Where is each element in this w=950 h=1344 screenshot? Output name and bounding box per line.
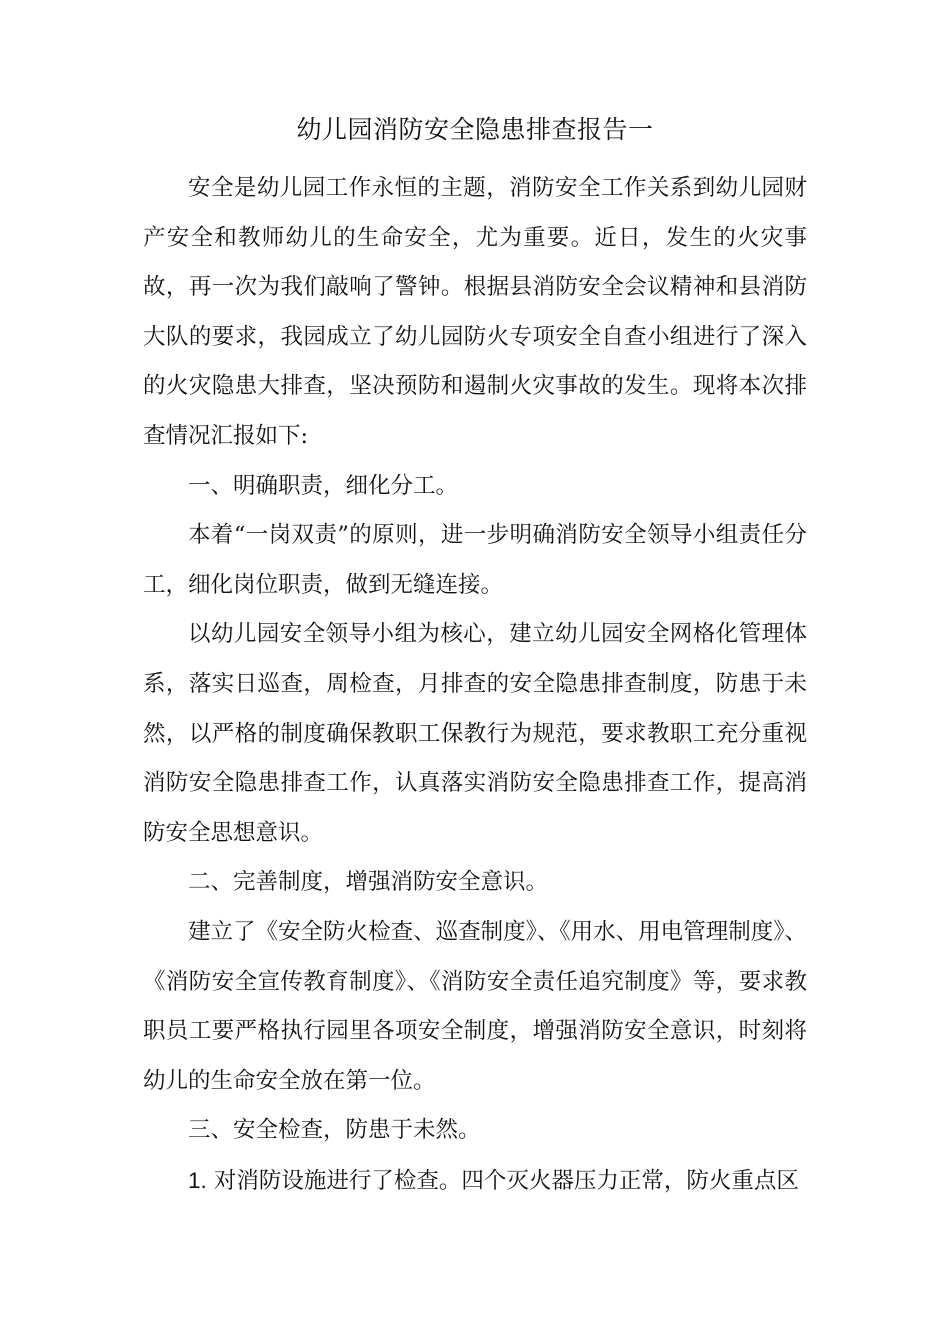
section-2-heading: 二、完善制度，增强消防安全意识。	[188, 869, 549, 896]
section-1-heading: 一、明确职责，细化分工。	[188, 472, 459, 499]
item-1-text: 对消防设施进行了检查。四个灭火器压力正常，防火重点区	[213, 1167, 799, 1194]
item-1-number: 1.	[188, 1167, 207, 1193]
section-3-heading: 三、安全检查，防患于未然。	[188, 1117, 481, 1144]
document-title: 幼儿园消防安全隐患排查报告一	[296, 115, 654, 144]
section-1-paragraph-1: 本着“一岗双责”的原则，进一步明确消防安全领导小组责任分工，细化岗位职责，做到无缝连接。	[143, 522, 807, 598]
section-3-item-1	[143, 1156, 807, 1207]
section-1-paragraph-2: 以幼儿园安全领导小组为核心，建立幼儿园安全网格化管理体系，落实日巡查，周检查，月排查的安全隐患排查制度，防患于未然，以严格的制度确保教职工保教行为规范，要求教职工充分重视消防安全隐患排查工作，认真落实消防安全隐患排查工作，提高消防安全思想意识。	[143, 621, 807, 846]
intro-paragraph: 安全是幼儿园工作永恒的主题，消防安全工作关系到幼儿园财产安全和教师幼儿的生命安全，尤为重要。近日，发生的火灾事故，再一次为我们敲响了警钟。根据县消防安全会议精神和县消防大队的要求，我园成立了幼儿园防火专项安全自查小组进行了深入的火灾隐患大排查，坚决预防和遏制火灾事故的发生。现将本次排查情况汇报如下:	[143, 175, 807, 449]
section-2-paragraph: 建立了《安全防火检查、巡查制度》、《用水、用电管理制度》、《消防安全宣传教育制度》、《消防安全责任追究制度》等，要求教职员工要严格执行园里各项安全制度，增强消防安全意识，时刻将幼儿的生命安全放在第一位。	[143, 918, 807, 1094]
document-body	[143, 110, 807, 1206]
